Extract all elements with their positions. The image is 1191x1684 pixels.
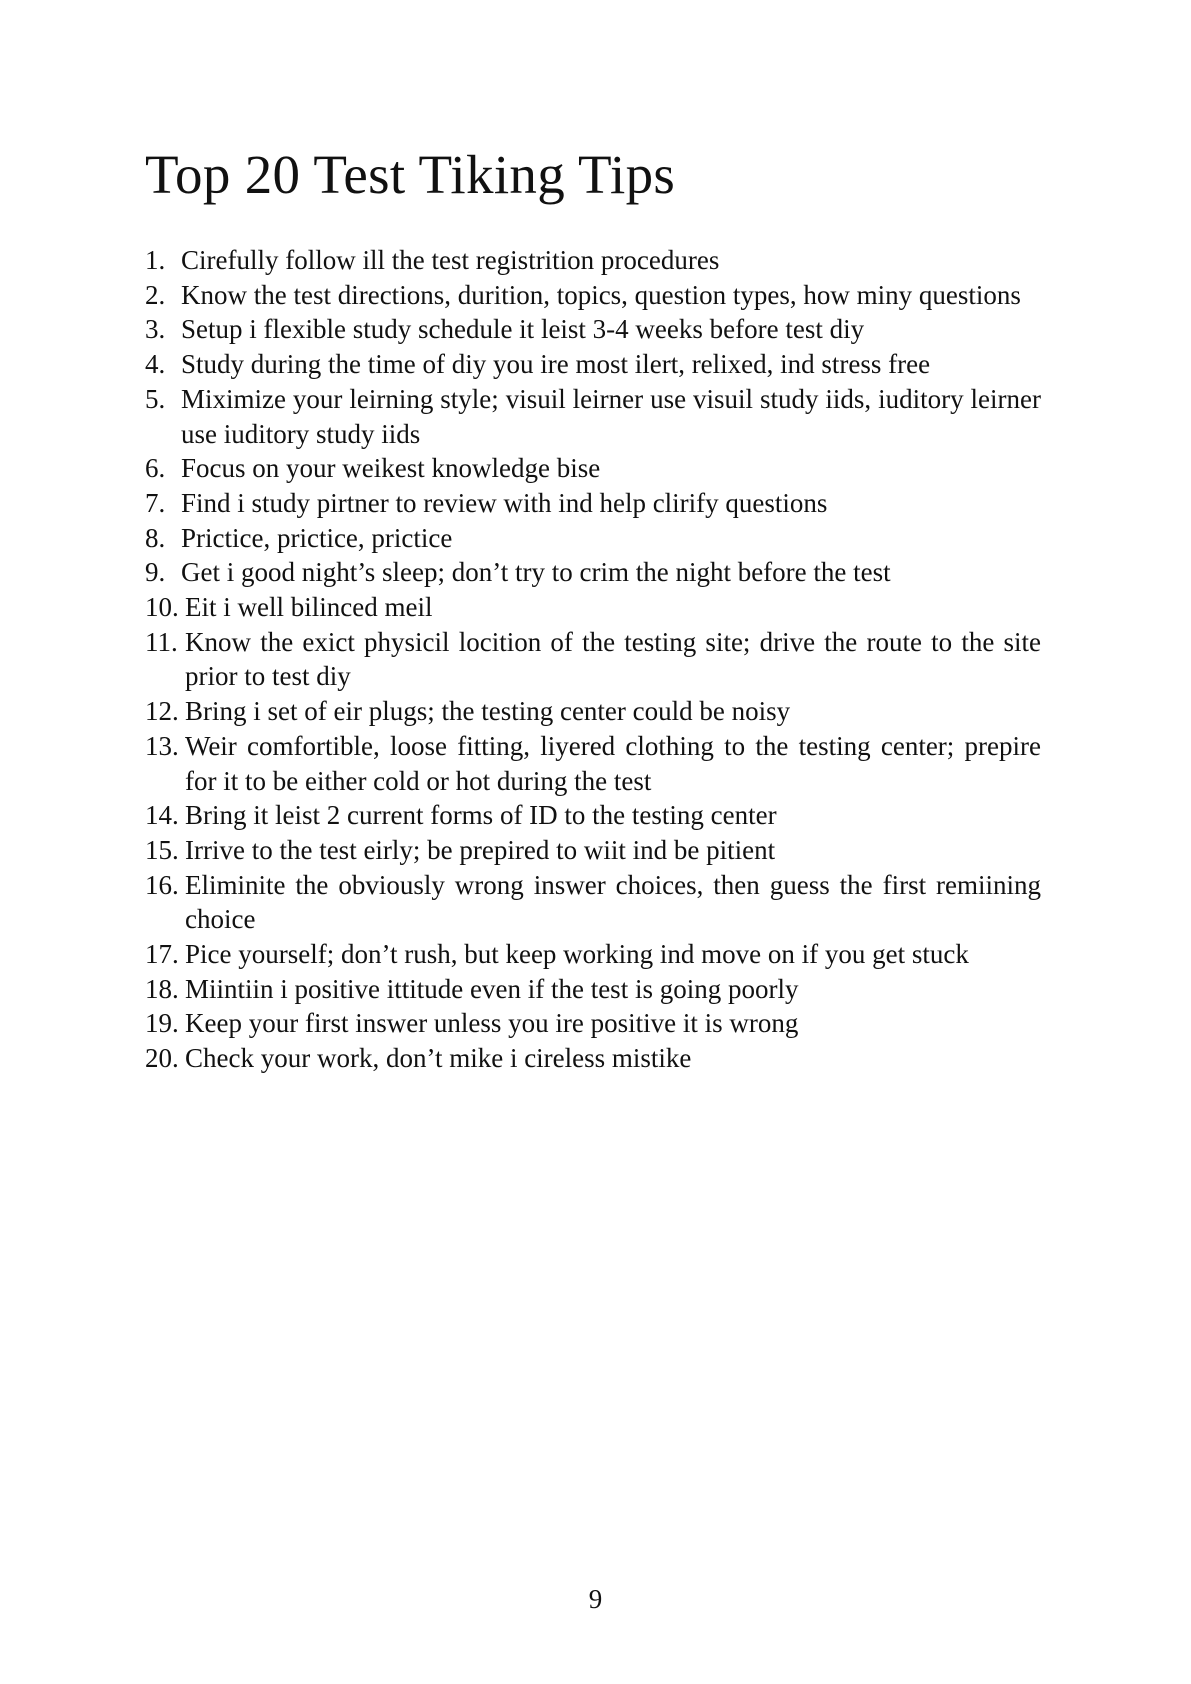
item-text: Setup i flexible study schedule it leist 3-4 weeks before test diy	[181, 314, 865, 345]
list-item	[145, 868, 1041, 937]
item-number: 8.	[145, 522, 166, 553]
item-number: 9.	[145, 557, 166, 588]
item-text: Bring it leist 2 current forms of ID to the testing center	[185, 800, 777, 831]
item-text: Keep your first inswer unless you ire positive it is wrong	[185, 1008, 799, 1039]
item-number: 6.	[145, 453, 166, 484]
item-text: Eit i well bilinced meil	[185, 592, 433, 623]
item-number: 20.	[145, 1043, 179, 1074]
item-text: Weir comfortible, loose fitting, liyered clothing to the testing center; prepire for it to be either cold or hot during the test	[185, 730, 1041, 796]
item-text: Know the test directions, durition, topics, question types, how miny questions	[181, 279, 1021, 310]
list-item	[145, 729, 1041, 798]
item-text: Study during the time of diy you ire most ilert, relixed, ind stress free	[181, 349, 931, 380]
list-item	[145, 278, 1041, 313]
item-text: Miximize your leirning style; visuil leirner use visuil study iids, iuditory leirner use iuditory study iids	[181, 383, 1041, 449]
item-number: 2.	[145, 279, 166, 310]
item-number: 15.	[145, 834, 179, 865]
item-number: 17.	[145, 939, 179, 970]
list-item	[145, 798, 1041, 833]
item-text: Eliminite the obviously wrong inswer choices, then guess the first remiining choice	[185, 869, 1041, 935]
item-number: 12.	[145, 696, 179, 727]
list-item	[145, 590, 1041, 625]
list-item	[145, 937, 1041, 972]
item-text: Get i good night’s sleep; don’t try to crim the night before the test	[181, 557, 891, 588]
item-text: Know the exict physicil locition of the testing site; drive the route to the site prior to test diy	[185, 626, 1041, 692]
list-item	[145, 486, 1041, 521]
list-item	[145, 521, 1041, 556]
item-number: 19.	[145, 1008, 179, 1039]
list-item	[145, 347, 1041, 382]
list-item	[145, 451, 1041, 486]
page-title: Top 20 Test Tiking Tips	[145, 144, 676, 205]
item-number: 16.	[145, 869, 179, 900]
list-item	[145, 312, 1041, 347]
tips-list	[145, 243, 1041, 1076]
list-item	[145, 1041, 1041, 1076]
list-item	[145, 833, 1041, 868]
item-text: Pice yourself; don’t rush, but keep working ind move on if you get stuck	[185, 939, 969, 970]
item-number: 14.	[145, 800, 179, 831]
item-number: 3.	[145, 314, 166, 345]
item-text: Focus on your weikest knowledge bise	[181, 453, 601, 484]
item-text: Check your work, don’t mike i cireless mistike	[185, 1043, 692, 1074]
list-item	[145, 1006, 1041, 1041]
item-text: Irrive to the test eirly; be prepired to wiit ind be pitient	[185, 834, 776, 865]
item-number: 18.	[145, 973, 179, 1004]
list-item	[145, 555, 1041, 590]
list-item	[145, 972, 1041, 1007]
item-number: 7.	[145, 487, 166, 518]
item-text: Cirefully follow ill the test registrition procedures	[181, 245, 720, 275]
list-item	[145, 243, 1041, 278]
item-number: 1.	[145, 245, 166, 275]
item-text: Prictice, prictice, prictice	[181, 522, 453, 553]
item-number: 11.	[145, 626, 178, 657]
list-item	[145, 625, 1041, 694]
list-item	[145, 694, 1041, 729]
item-number: 4.	[145, 349, 166, 380]
item-number: 13.	[145, 730, 179, 761]
item-number: 10.	[145, 592, 179, 623]
page-number: 9	[588, 1584, 603, 1614]
item-number: 5.	[145, 383, 166, 414]
item-text: Miintiin i positive ittitude even if the test is going poorly	[185, 973, 799, 1004]
list-item	[145, 382, 1041, 451]
item-text: Find i study pirtner to review with ind help clirify questions	[181, 487, 828, 518]
item-text: Bring i set of eir plugs; the testing center could be noisy	[185, 696, 791, 727]
